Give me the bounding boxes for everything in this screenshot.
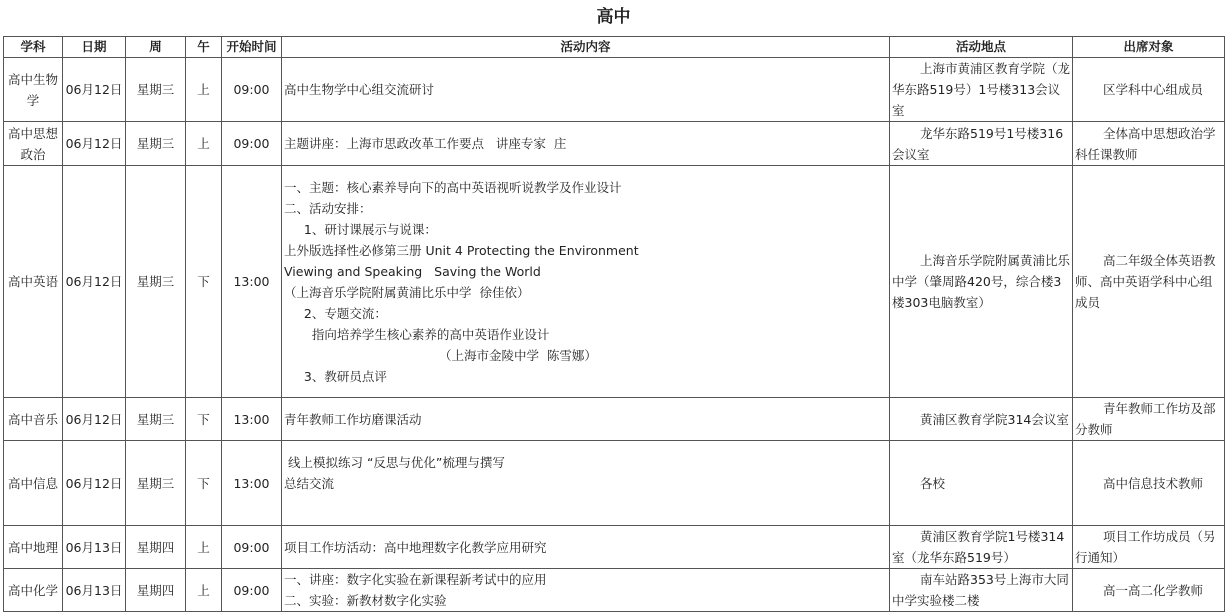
location-cell: 黄浦区教育学院1号楼314室（龙华东路519号） bbox=[890, 526, 1073, 569]
audience-cell: 高中信息技术教师 bbox=[1073, 441, 1225, 526]
date-cell: 06月12日 bbox=[63, 58, 126, 122]
date-cell: 06月12日 bbox=[63, 166, 126, 398]
content-line: 总结交流 bbox=[284, 475, 335, 491]
table-row bbox=[4, 398, 1225, 441]
content-line: 一、主题：核心素养导向下的高中英语视听说教学及作业设计 bbox=[284, 179, 622, 195]
header-half-day: 午 bbox=[186, 37, 222, 58]
content-line: 高中生物学中心组交流研讨 bbox=[284, 82, 435, 97]
content-line: 线上模拟练习 “反思与优化”梳理与撰写 bbox=[284, 454, 505, 470]
weekday-cell: 星期三 bbox=[126, 58, 186, 122]
weekday-cell: 星期三 bbox=[126, 441, 186, 526]
header-audience: 出席对象 bbox=[1073, 37, 1225, 58]
date-cell: 06月13日 bbox=[63, 526, 126, 569]
audience-cell: 高一高二化学教师 bbox=[1073, 569, 1225, 612]
content-cell bbox=[282, 441, 890, 526]
content-line: 指向培养学生核心素养的高中英语作业设计 bbox=[284, 326, 550, 342]
weekday-cell: 星期三 bbox=[126, 122, 186, 166]
content-line: 3、教研员点评 bbox=[284, 368, 387, 384]
table-header-row bbox=[4, 37, 1225, 58]
weekday-cell: 星期三 bbox=[126, 166, 186, 398]
content-line: Viewing and Speaking Saving the World bbox=[284, 263, 541, 279]
start-time-cell: 09:00 bbox=[222, 526, 282, 569]
audience-cell: 项目工作坊成员（另行通知） bbox=[1073, 526, 1225, 569]
date-cell: 06月12日 bbox=[63, 122, 126, 166]
header-start-time: 开始时间 bbox=[222, 37, 282, 58]
half-day-cell: 下 bbox=[186, 441, 222, 526]
location-cell: 上海音乐学院附属黄浦比乐中学（肇周路420号，综合楼3楼303电脑教室） bbox=[890, 166, 1073, 398]
audience-cell: 区学科中心组成员 bbox=[1073, 58, 1225, 122]
header-weekday: 周 bbox=[126, 37, 186, 58]
date-cell: 06月12日 bbox=[63, 441, 126, 526]
content-line bbox=[284, 494, 887, 515]
half-day-cell: 上 bbox=[186, 58, 222, 122]
subject-cell: 高中生物学 bbox=[4, 58, 63, 122]
table-row bbox=[4, 58, 1225, 122]
content-cell bbox=[282, 122, 890, 166]
audience-cell: 全体高中思想政治学科任课教师 bbox=[1073, 122, 1225, 166]
location-cell: 南车站路353号上海市大同中学实验楼二楼 bbox=[890, 569, 1073, 612]
content-line: 二、活动安排： bbox=[284, 200, 372, 216]
header-location: 活动地点 bbox=[890, 37, 1073, 58]
content-line: 上外版选择性必修第三册 Unit 4 Protecting the Environment bbox=[284, 242, 639, 258]
content-line: 主题讲座：上海市思政改革工作要点 讲座专家 庄 bbox=[284, 136, 567, 151]
half-day-cell: 上 bbox=[186, 122, 222, 166]
content-line: 1、研讨课展示与说课： bbox=[284, 221, 437, 237]
subject-cell: 高中化学 bbox=[4, 569, 63, 612]
half-day-cell: 下 bbox=[186, 398, 222, 441]
location-cell: 龙华东路519号1号楼316会议室 bbox=[890, 122, 1073, 166]
content-cell bbox=[282, 398, 890, 441]
table-row bbox=[4, 441, 1225, 526]
date-cell: 06月13日 bbox=[63, 569, 126, 612]
location-cell: 黄浦区教育学院314会议室 bbox=[890, 398, 1073, 441]
content-line: 二、实验：新教材数字化实验 bbox=[284, 593, 447, 608]
start-time-cell: 09:00 bbox=[222, 122, 282, 166]
content-line: 2、专题交流： bbox=[284, 305, 387, 321]
content-line: 青年教师工作坊磨课活动 bbox=[284, 411, 422, 427]
content-line: 项目工作坊活动：高中地理数字化教学应用研究 bbox=[284, 539, 547, 555]
header-date: 日期 bbox=[63, 37, 126, 58]
location-cell: 各校 bbox=[890, 441, 1073, 526]
subject-cell: 高中英语 bbox=[4, 166, 63, 398]
content-cell bbox=[282, 166, 890, 398]
content-line: 一、讲座：数字化实验在新课程新考试中的应用 bbox=[284, 572, 547, 587]
half-day-cell: 下 bbox=[186, 166, 222, 398]
schedule-table bbox=[3, 36, 1225, 612]
subject-cell: 高中地理 bbox=[4, 526, 63, 569]
weekday-cell: 星期四 bbox=[126, 526, 186, 569]
content-cell bbox=[282, 569, 890, 612]
subject-cell: 高中音乐 bbox=[4, 398, 63, 441]
half-day-cell: 上 bbox=[186, 569, 222, 612]
table-row bbox=[4, 526, 1225, 569]
start-time-cell: 09:00 bbox=[222, 58, 282, 122]
content-cell bbox=[282, 526, 890, 569]
header-content: 活动内容 bbox=[282, 37, 890, 58]
subject-cell: 高中信息 bbox=[4, 441, 63, 526]
start-time-cell: 13:00 bbox=[222, 166, 282, 398]
table-row bbox=[4, 166, 1225, 398]
audience-cell: 高二年级全体英语教师、高中英语学科中心组成员 bbox=[1073, 166, 1225, 398]
table-row bbox=[4, 122, 1225, 166]
half-day-cell: 上 bbox=[186, 526, 222, 569]
subject-cell: 高中思想政治 bbox=[4, 122, 63, 166]
audience-cell: 青年教师工作坊及部分教师 bbox=[1073, 398, 1225, 441]
table-row bbox=[4, 569, 1225, 612]
header-subject: 学科 bbox=[4, 37, 63, 58]
content-line: （上海音乐学院附属黄浦比乐中学 徐佳依） bbox=[284, 284, 530, 300]
content-cell bbox=[282, 58, 890, 122]
start-time-cell: 13:00 bbox=[222, 441, 282, 526]
start-time-cell: 13:00 bbox=[222, 398, 282, 441]
page-title: 高中 bbox=[596, 7, 631, 27]
weekday-cell: 星期三 bbox=[126, 398, 186, 441]
location-cell: 上海市黄浦区教育学院（龙华东路519号）1号楼313会议室 bbox=[890, 58, 1073, 122]
weekday-cell: 星期四 bbox=[126, 569, 186, 612]
start-time-cell: 09:00 bbox=[222, 569, 282, 612]
content-line: （上海市金陵中学 陈雪娜） bbox=[284, 347, 597, 363]
date-cell: 06月12日 bbox=[63, 398, 126, 441]
